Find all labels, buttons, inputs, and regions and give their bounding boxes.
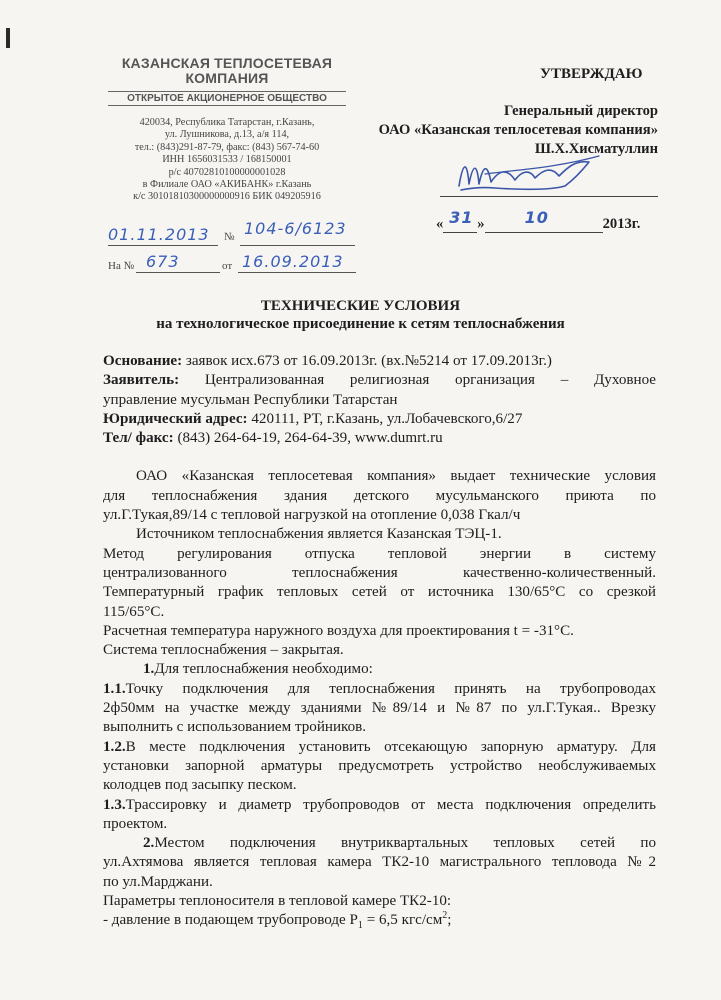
basis-value: заявок исх.673 от 16.09.2013г. (вх.№5214 от 17.09.2013г.) <box>182 353 552 369</box>
document-subtitle: на технологическое присоединение к сетям теплоснабжения <box>156 316 565 332</box>
outgoing-number-label: № <box>224 231 235 243</box>
section-1-3-number: 1.3. <box>103 796 126 813</box>
incoming-date-label: от <box>222 260 233 272</box>
applicant-field-cont: управление мусульман Республики Татарстан <box>103 391 398 408</box>
approval-month-blank <box>485 208 603 233</box>
section-2-cont: ул.Ахтямова является тепловая камера ТК2-10 магистрального тепловода №2 <box>103 854 656 871</box>
approval-day-blank <box>443 208 477 233</box>
section-1-2 <box>103 738 656 757</box>
applicant-value: Централизованная религиозная организация – Духовное <box>179 372 656 389</box>
letterhead-info-line: ИНН 1656031533 / 168150001 <box>162 154 292 166</box>
approval-person: Ш.Х.Хисматуллин <box>534 141 658 157</box>
date-open-quote: « <box>436 216 444 232</box>
applicant-label: Заявитель: <box>103 372 180 389</box>
section-1-text: Для теплоснабжения необходимо: <box>154 661 373 678</box>
letterhead-info-line: в Филиале ОАО «АКИБАНК» г.Казань <box>142 179 312 191</box>
letterhead-info-line: 420034, Республика Татарстан, г.Казань, <box>139 117 315 128</box>
approval-year: 2013г. <box>602 216 641 232</box>
paragraph-method: централизованного теплоснабжения качественно-количественный. <box>103 564 656 581</box>
incoming-number-line <box>136 252 220 273</box>
letterhead-info-line: к/с 30101810300000000916 БИК 049205916 <box>133 191 321 203</box>
approval-title: УТВЕРЖДАЮ <box>540 66 643 82</box>
section-1-2-cont: установки запорной арматуры предусмотреть устройство необслуживаемых <box>103 757 656 774</box>
section-1-number: 1. <box>143 661 155 678</box>
outgoing-date-handwritten: 01.11.2013 <box>108 225 210 244</box>
date-close-quote: » <box>477 216 485 232</box>
legal-address-value: 420111, РТ, г.Казань, ул.Лобачевского,6/27 <box>247 410 523 427</box>
legal-address-field <box>103 410 656 429</box>
basis-field <box>103 352 656 371</box>
director-signature <box>455 150 605 198</box>
paragraph-system-type: Система теплоснабжения – закрытая. <box>103 642 344 659</box>
section-1-1-text: Точку подключения для теплоснабжения принять на трубопроводах <box>125 680 656 697</box>
params-title: Параметры теплоносителя в тепловой камере ТК2-10: <box>103 893 452 910</box>
outgoing-number-handwritten: 104-6/6123 <box>244 219 347 238</box>
paragraph-intro: для теплоснабжения здания детского мусульманского приюта по <box>103 487 656 504</box>
basis-label: Основание: <box>103 353 183 369</box>
legal-address-label: Юридический адрес: <box>103 410 248 427</box>
section-1-3-text: Трассировку и диаметр трубопроводов от места подключения определить <box>125 796 656 813</box>
section-1-3 <box>103 796 656 815</box>
section-1 <box>103 660 656 679</box>
section-2-text: Местом подключения внутриквартальных тепловых сетей по <box>154 835 656 852</box>
pressure-text: - давление в подающем трубопроводе Р <box>103 912 358 929</box>
paragraph-method: 115/65°С. <box>103 603 165 620</box>
section-1-3-cont: проектом. <box>103 815 168 832</box>
letterhead-info-line: тел.: (843)291-87-79, факс: (843) 567-74-60 <box>134 141 320 153</box>
approval-date <box>436 208 641 233</box>
approval-day-handwritten: 31 <box>449 208 474 227</box>
letterhead-info <box>108 117 346 204</box>
phone-field <box>103 429 656 448</box>
section-1-1-cont: выполнить с использованием тройников. <box>103 719 367 736</box>
pressure-superscript: 2 <box>442 910 448 922</box>
section-1-2-number: 1.2. <box>103 738 126 755</box>
section-1-1-number: 1.1. <box>103 680 126 697</box>
section-1-2-cont: колодцев под засыпку песком. <box>103 777 297 794</box>
letterhead-name-line1: КАЗАНСКАЯ ТЕПЛОСЕТЕВАЯ <box>121 55 333 71</box>
section-2-number: 2. <box>143 835 155 852</box>
pressure-subscript: 1 <box>357 920 363 932</box>
letterhead-info-line: ул. Лушникова, д.13, а/я 114, <box>164 129 290 141</box>
section-1-2-text: В месте подключения установить отсекающую запорную арматуру. Для <box>125 738 656 755</box>
paragraph-design-temp: Расчетная температура наружного воздуха для проектирования t = -31°С. <box>103 622 574 639</box>
document-title: ТЕХНИЧЕСКИЕ УСЛОВИЯ <box>260 298 461 314</box>
incoming-number-label: На № <box>108 260 135 272</box>
paragraph-intro: ул.Г.Тукая,89/14 с тепловой нагрузкой на отопление 0,038 Гкал/ч <box>103 507 521 524</box>
signature-line <box>440 196 658 197</box>
letterhead-org-type: ОТКРЫТОЕ АКЦИОНЕРНОЕ ОБЩЕСТВО <box>108 91 346 106</box>
approval-position: Генеральный директор <box>503 103 658 119</box>
section-2 <box>103 834 656 853</box>
paragraph-method: Температурный график тепловых сетей от источника 130/65°С со срезкой <box>103 584 656 601</box>
section-1-1 <box>103 680 656 699</box>
paragraph-method: Метод регулирования отпуска тепловой энергии в систему <box>103 545 656 562</box>
applicant-field <box>103 371 656 390</box>
paragraph-source: Источником теплоснабжения является Казанская ТЭЦ-1. <box>136 526 502 543</box>
outgoing-date-line <box>108 223 218 246</box>
paragraph-intro: ОАО «Казанская теплосетевая компания» выдает технические условия <box>136 468 656 485</box>
phone-label: Тел/ факс: <box>103 430 174 447</box>
approval-month-handwritten: 10 <box>524 208 549 227</box>
letterhead-name-line2: КОМПАНИЯ <box>185 70 269 86</box>
outgoing-number-line <box>240 219 355 246</box>
document-body <box>103 352 656 931</box>
incoming-date-line <box>238 252 356 273</box>
pressure-line <box>103 911 656 930</box>
pressure-end: ; <box>447 912 452 929</box>
phone-value: (843) 264-64-19, 264-64-39, www.dumrt.ru <box>173 430 443 447</box>
incoming-number-handwritten: 673 <box>146 252 180 271</box>
binding-mark <box>6 28 10 48</box>
incoming-date-handwritten: 16.09.2013 <box>242 252 344 271</box>
section-2-cont: по ул.Марджани. <box>103 873 213 890</box>
approval-company: ОАО «Казанская теплосетевая компания» <box>378 122 658 138</box>
letterhead-company-name <box>112 56 342 86</box>
letterhead-info-line: р/с 40702810100000001028 <box>168 166 286 178</box>
section-1-1-cont: 2ф50мм на участке между зданиями №89/14 и №87 по ул.Г.Тукая.. Врезку <box>103 700 656 717</box>
pressure-value: = 6,5 кгс/см <box>362 912 443 929</box>
